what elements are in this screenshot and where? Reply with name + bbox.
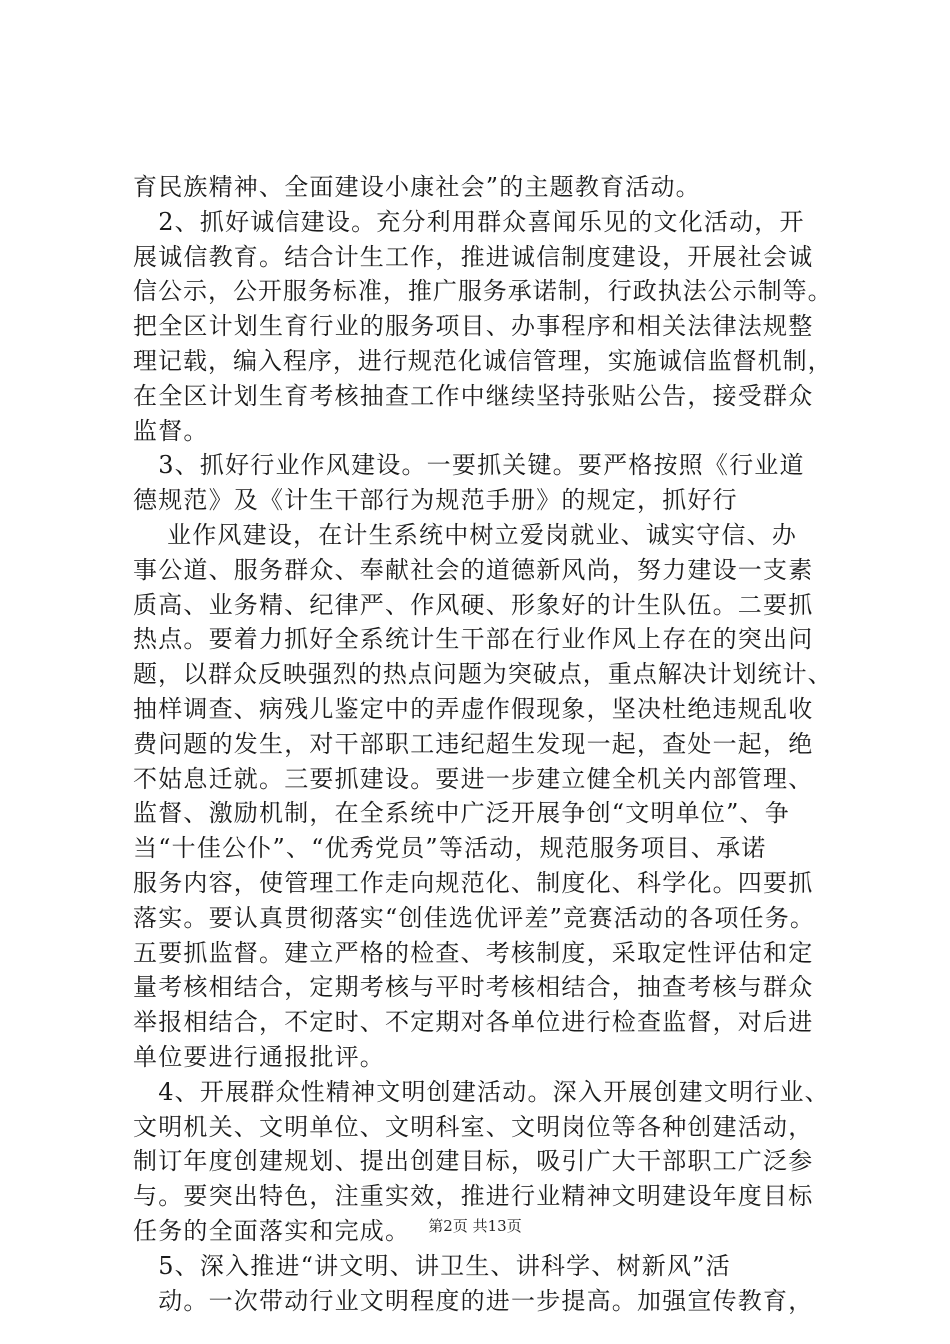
body-text bbox=[133, 170, 833, 1318]
text-line: 服务内容，使管理工作走向规范化、制度化、科学化。四要抓 bbox=[133, 868, 814, 897]
text-line: 文明机关、文明单位、文明科室、文明岗位等各种创建活动， bbox=[133, 1112, 814, 1141]
page-footer: 第2页 共13页 bbox=[428, 1217, 522, 1235]
text-line: 费问题的发生，对干部职工违纪超生发现一起，查处一起，绝 bbox=[133, 729, 814, 758]
text-line: 量考核相结合，定期考核与平时考核相结合，抽查考核与群众 bbox=[133, 973, 814, 1002]
text-line: 质高、业务精、纪律严、作风硬、形象好的计生队伍。二要抓 bbox=[133, 590, 814, 619]
text-line: 不姑息迁就。三要抓建设。要进一步建立健全机关内部管理、 bbox=[133, 764, 814, 793]
text-line: 业作风建设，在计生系统中树立爱岗就业、诚实守信、办 bbox=[133, 520, 798, 549]
text-line: 任务的全面落实和完成。 bbox=[133, 1216, 411, 1245]
text-line: 把全区计划生育行业的服务项目、办事程序和相关法律法规整 bbox=[133, 312, 814, 341]
text-line: 德规范》及《计生干部行为规范手册》的规定，抓好行 bbox=[133, 486, 738, 515]
text-line: 监督、激励机制，在全系统中广泛开展争创“文明单位”、争 bbox=[133, 799, 790, 828]
text-line: 单位要进行通报批评。 bbox=[133, 1042, 385, 1071]
text-line: 5、深入推进“讲文明、讲卫生、讲科学、树新风”活 bbox=[133, 1251, 731, 1280]
text-line: 监督。 bbox=[133, 416, 209, 445]
text-line: 当“十佳公仆”、“优秀党员”等活动，规范服务项目、承诺 bbox=[133, 834, 767, 863]
text-line: 制订年度创建规划、提出创建目标，吸引广大干部职工广泛参 bbox=[133, 1147, 814, 1176]
text-line: 3、抓好行业作风建设。一要抓关键。要严格按照《行业道 bbox=[133, 451, 805, 480]
text-line: 4、开展群众性精神文明创建活动。深入开展创建文明行业、 bbox=[133, 1077, 830, 1106]
text-line: 举报相结合，不定时、不定期对各单位进行检查监督，对后进 bbox=[133, 1008, 814, 1037]
text-line: 五要抓监督。建立严格的检查、考核制度，采取定性评估和定 bbox=[133, 938, 814, 967]
text-line: 育民族精神、全面建设小康社会”的主题教育活动。 bbox=[133, 173, 701, 201]
text-line: 理记载，编入程序，进行规范化诚信管理，实施诚信监督机制， bbox=[133, 346, 833, 375]
text-line: 落实。要认真贯彻落实“创佳选优评差”竞赛活动的各项任务。 bbox=[133, 903, 816, 932]
text-line: 与。要突出特色，注重实效，推进行业精神文明建设年度目标 bbox=[133, 1182, 814, 1211]
text-line: 信公示，公开服务标准，推广服务承诺制，行政执法公示制等。 bbox=[133, 277, 833, 306]
text-line: 2、抓好诚信建设。充分利用群众喜闻乐见的文化活动，开 bbox=[133, 207, 805, 236]
text-line: 热点。要着力抓好全系统计生干部在行业作风上存在的突出问 bbox=[133, 625, 814, 654]
text-line: 展诚信教育。结合计生工作，推进诚信制度建设，开展社会诚 bbox=[133, 242, 814, 271]
text-line: 在全区计划生育考核抽查工作中继续坚持张贴公告，接受群众 bbox=[133, 381, 814, 410]
text-line: 事公道、服务群众、奉献社会的道德新风尚，努力建设一支素 bbox=[133, 555, 814, 584]
text-line: 抽样调查、病残儿鉴定中的弄虚作假现象，坚决杜绝违规乱收 bbox=[133, 694, 814, 723]
text-line: 动。一次带动行业文明程度的进一步提高。加强宣传教育， bbox=[133, 1286, 814, 1315]
text-line: 题，以群众反映强烈的热点问题为突破点，重点解决计划统计、 bbox=[133, 660, 833, 689]
